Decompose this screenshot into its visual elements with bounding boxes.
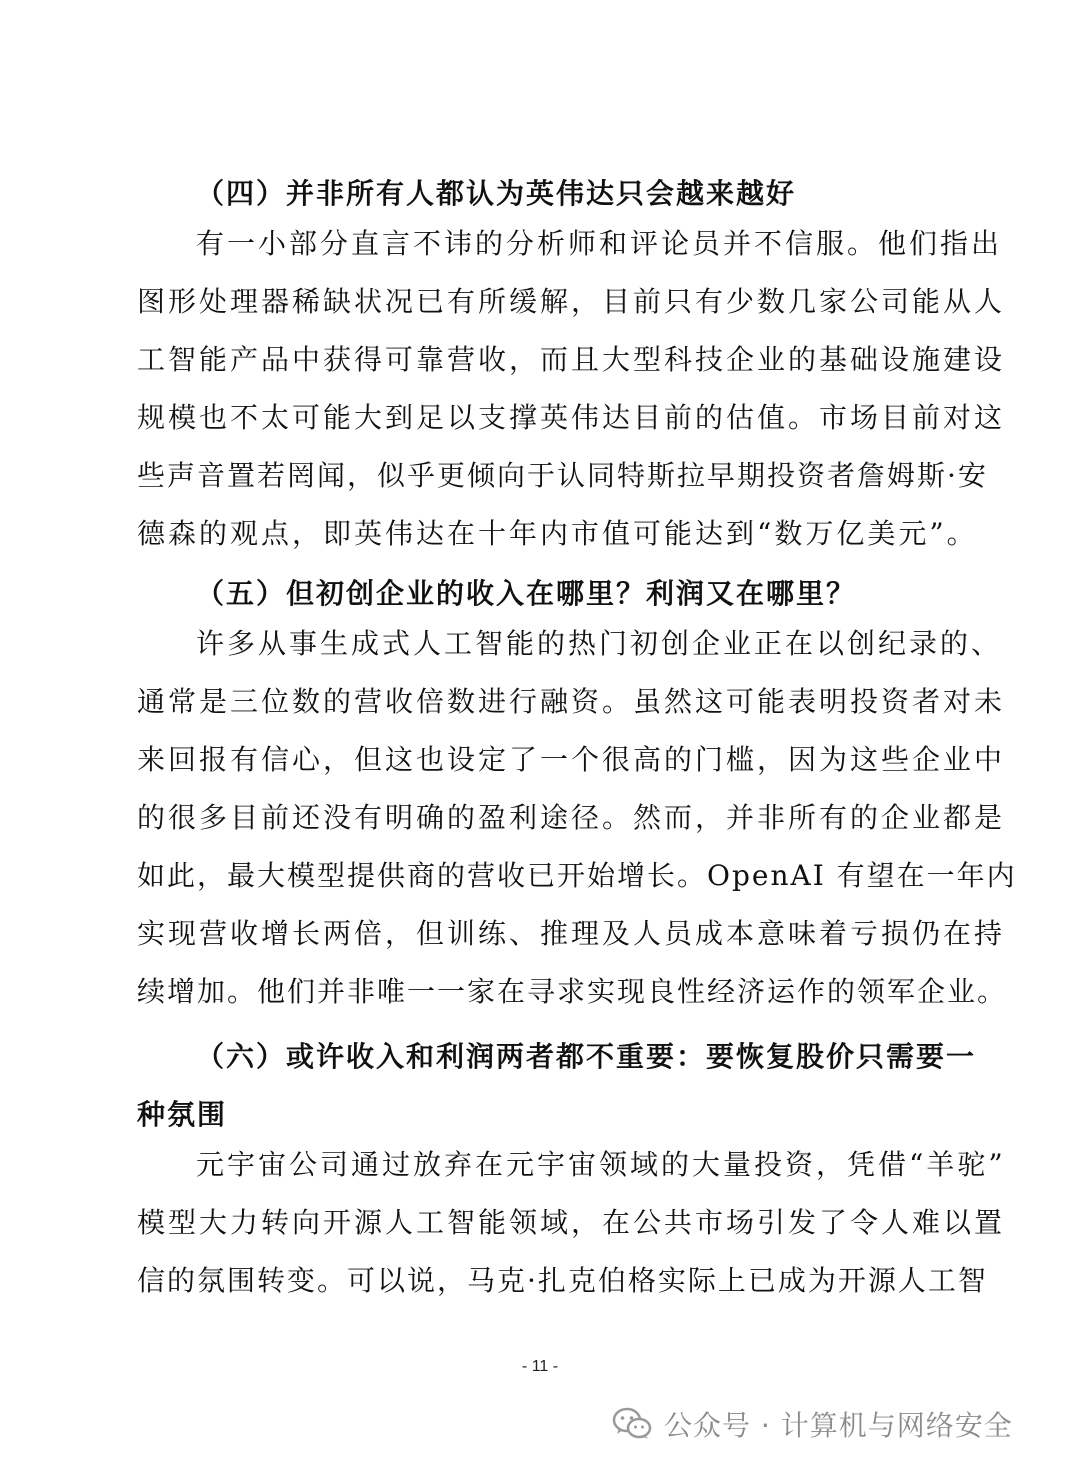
page-number: - 11 - [521, 1358, 559, 1375]
section-heading-5: （五）但初创企业的收入在哪里？利润又在哪里？ [196, 577, 857, 610]
watermark [612, 1402, 1013, 1446]
watermark-text: 公众号 · 计算机与网络安全 [664, 1409, 1013, 1442]
paragraph-line: 图形处理器稀缺状况已有所缓解，目前只有少数几家公司能从人 [137, 285, 1006, 318]
paragraph-line: 许多从事生成式人工智能的热门初创企业正在以创纪录的、 [196, 627, 1003, 660]
section-heading-6-continued: 种氛围 [137, 1098, 228, 1131]
wechat-icon [612, 1407, 652, 1441]
paragraph-line: 通常是三位数的营收倍数进行融资。虽然这可能表明投资者对未 [137, 685, 1006, 718]
paragraph-line: 信的氛围转变。可以说，马克·扎克伯格实际上已成为开源人工智 [137, 1264, 988, 1297]
paragraph-line: 续增加。他们并非唯一一家在寻求实现良性经济运作的领军企业。 [137, 975, 1008, 1008]
paragraph-line: 实现营收增长两倍，但训练、推理及人员成本意味着亏损仍在持 [137, 917, 1006, 950]
paragraph-line: 规模也不太可能大到足以支撑英伟达目前的估值。市场目前对这 [137, 401, 1006, 434]
section-heading-4: （四）并非所有人都认为英伟达只会越来越好 [196, 177, 797, 210]
paragraph-line: 来回报有信心，但这也设定了一个很高的门槛，因为这些企业中 [137, 743, 1006, 776]
paragraph-line: 的很多目前还没有明确的盈利途径。然而，并非所有的企业都是 [137, 801, 1006, 834]
paragraph-line: 些声音置若罔闻，似乎更倾向于认同特斯拉早期投资者詹姆斯·安 [137, 459, 988, 492]
paragraph-line: 如此，最大模型提供商的营收已开始增长。OpenAI 有望在一年内 [137, 859, 1017, 892]
paragraph-line: 模型大力转向开源人工智能领域，在公共市场引发了令人难以置 [137, 1206, 1006, 1239]
paragraph-line: 工智能产品中获得可靠营收，而且大型科技企业的基础设施建设 [137, 343, 1006, 376]
paragraph-line: 德森的观点，即英伟达在十年内市值可能达到“数万亿美元”。 [137, 517, 978, 550]
section-heading-6: （六）或许收入和利润两者都不重要：要恢复股价只需要一 [196, 1040, 977, 1073]
paragraph-line: 有一小部分直言不讳的分析师和评论员并不信服。他们指出 [196, 227, 1003, 260]
paragraph-line: 元宇宙公司通过放弃在元宇宙领域的大量投资，凭借“羊驼” [196, 1148, 1006, 1181]
